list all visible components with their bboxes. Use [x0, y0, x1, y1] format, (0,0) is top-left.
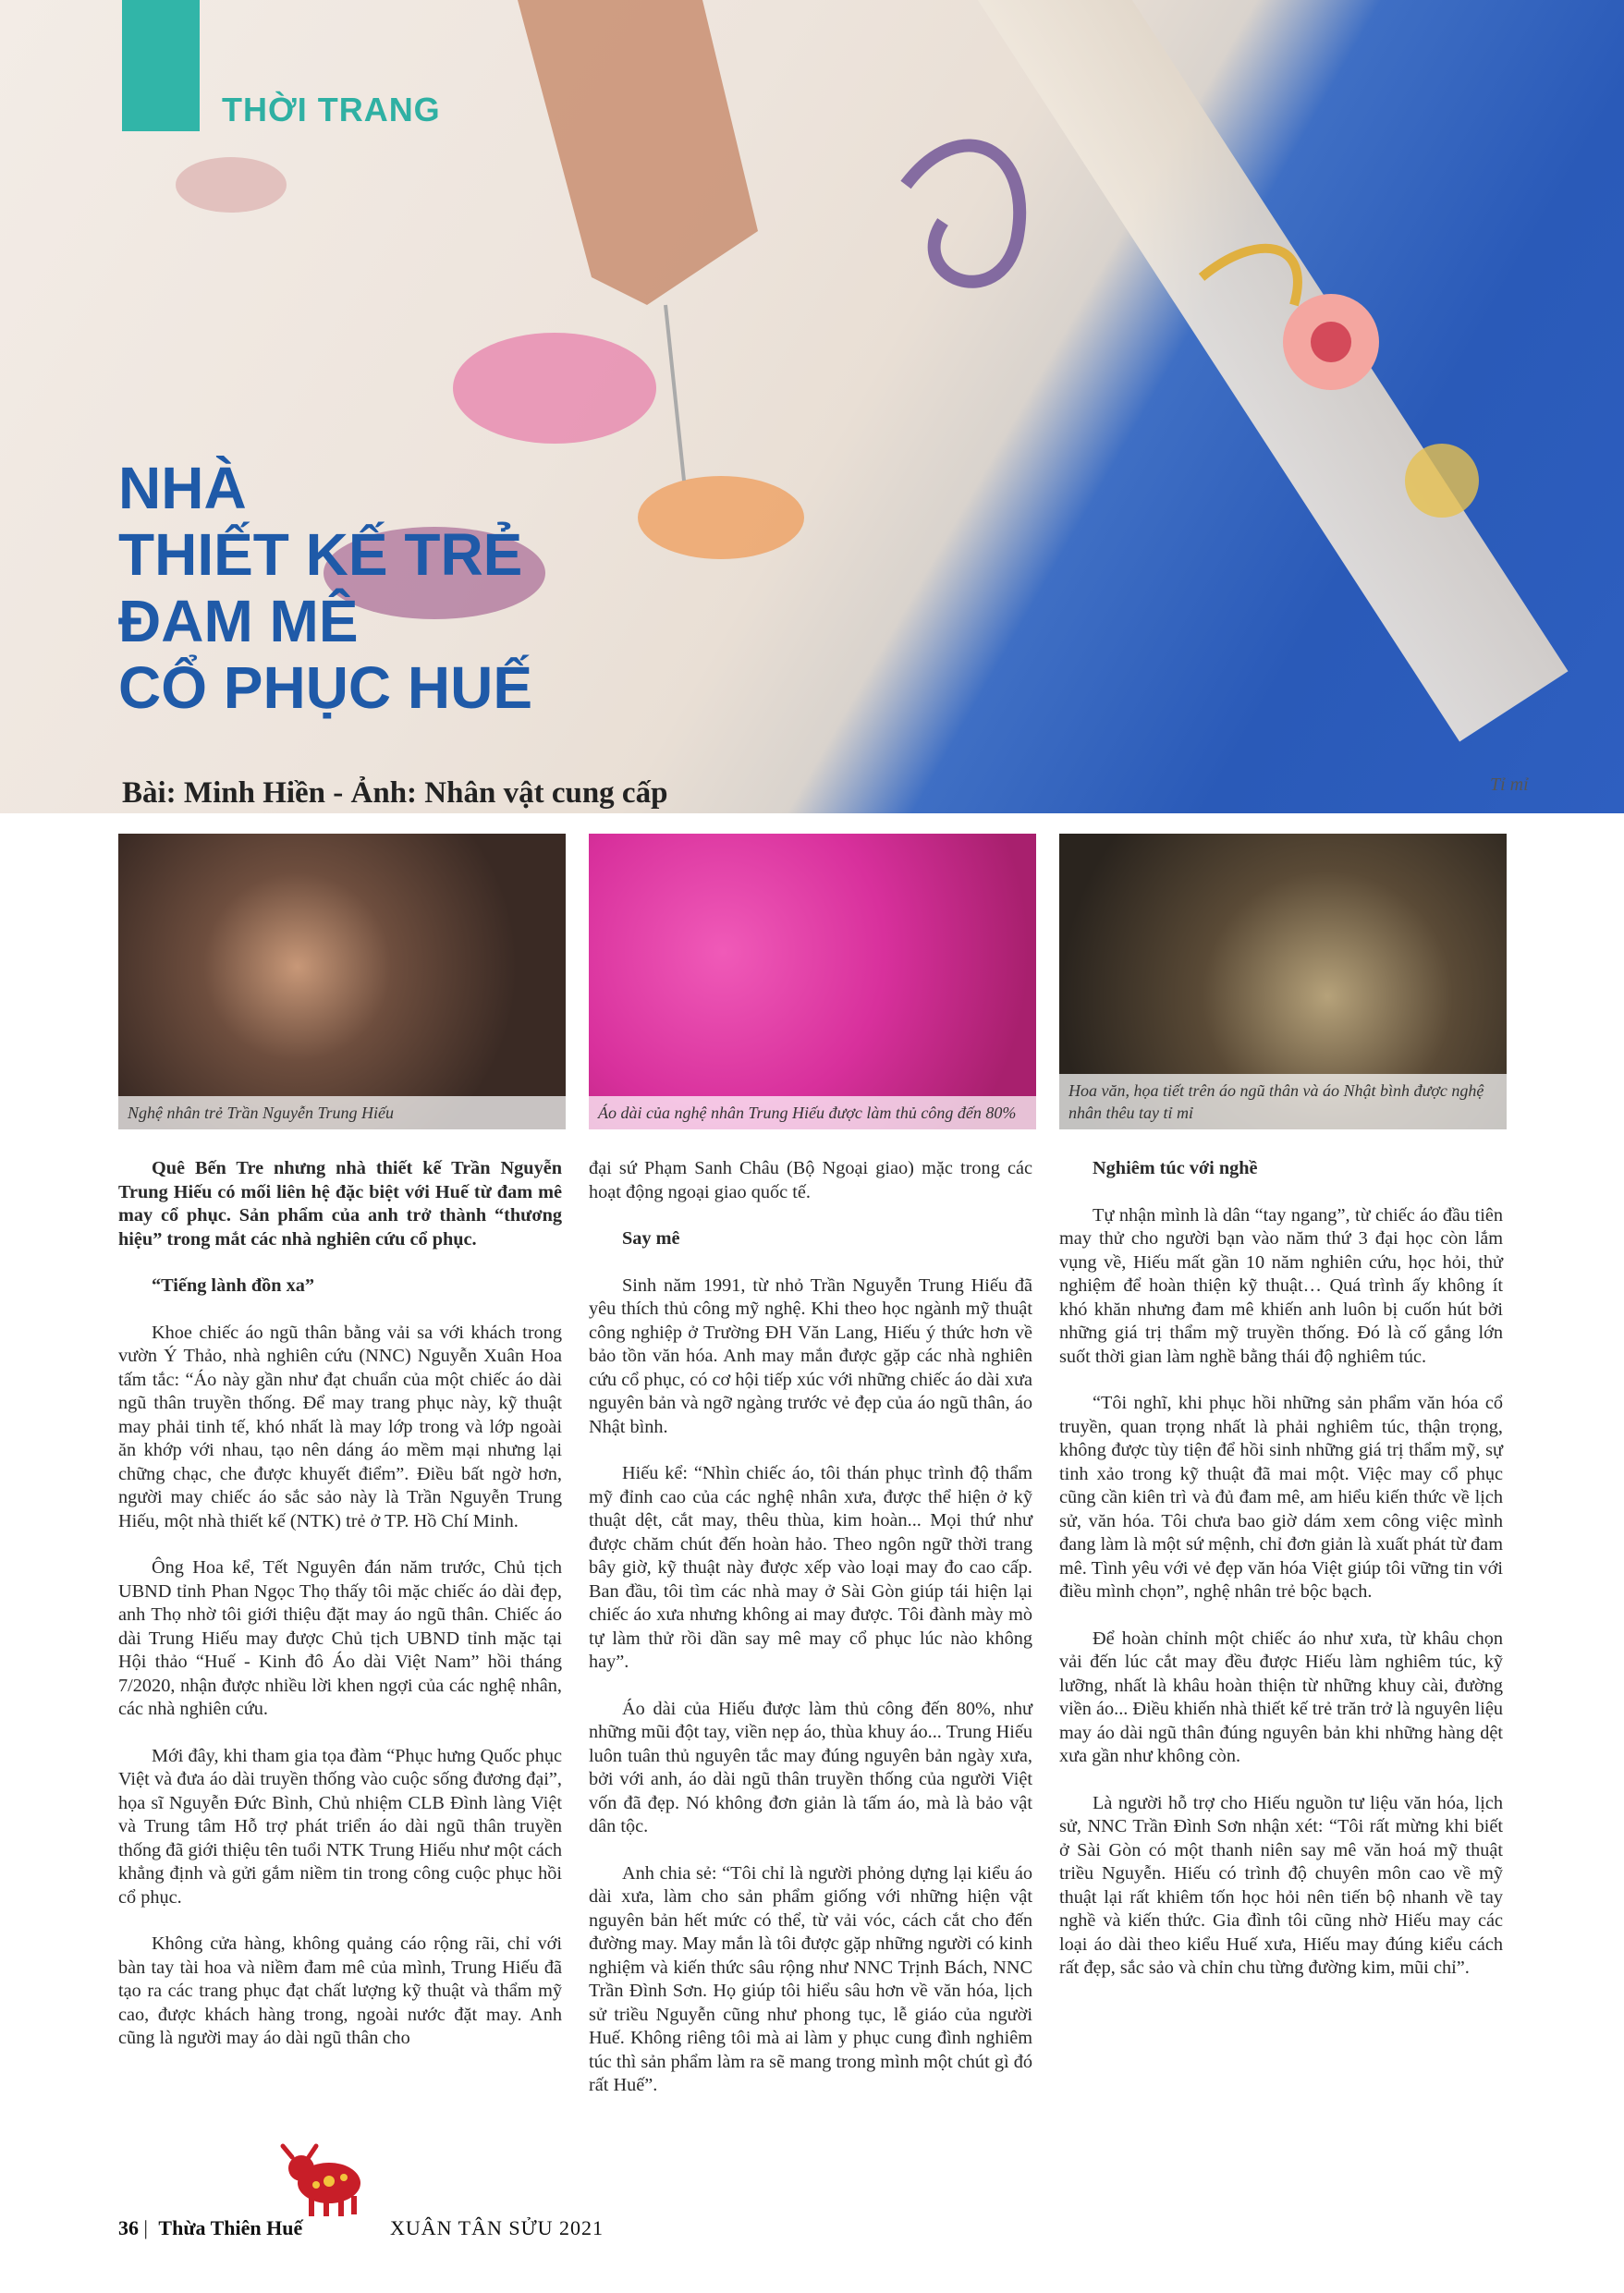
article-column-1 [118, 1157, 562, 2074]
title-line: ĐAM MÊ [118, 588, 359, 654]
photo-caption: Hoa văn, họa tiết trên áo ngũ thân và áo Nhật bình được nghệ nhân thêu tay tỉ mỉ [1059, 1074, 1507, 1129]
lead-paragraph: Quê Bến Tre nhưng nhà thiết kế Trần Nguyễn Trung Hiếu có mối liên hệ đặc biệt với Huế từ đam mê may cổ phục. Sản phẩm của anh trở thành “thương hiệu” trong mắt các nhà nghiên cứu cổ phục. [118, 1158, 562, 1250]
article-column-2 [589, 1157, 1032, 2121]
subheading: Say mê [622, 1228, 680, 1249]
paragraph: Mới đây, khi tham gia tọa đàm “Phục hưng Quốc phục Việt và đưa áo dài truyền thống vào cuộc sống đương đại”, họa sĩ Nguyễn Đức Bình, Chủ nhiệm CLB Đình làng Việt và Trung tâm Hỗ trợ phát triển áo dài ngũ thân truyền thống đã giới thiệu tên tuổi NTK Trung Hiếu như một cách khẳng định và gửi gắm niềm tin trong công cuộc phục hồi cổ phục. [118, 1745, 562, 1908]
ox-zodiac-icon [275, 2126, 377, 2227]
title-line: NHÀ [118, 455, 247, 521]
hero-caption: Tỉ mỉ [1490, 774, 1529, 795]
subheading: “Tiếng lành đồn xa” [152, 1275, 315, 1296]
photo-caption: Áo dài của nghệ nhân Trung Hiếu được làm thủ công đến 80% [589, 1096, 1036, 1129]
page-number: 36 [118, 2216, 139, 2239]
paragraph: Là người hỗ trợ cho Hiếu nguồn tư liệu văn hóa, lịch sử, NNC Trần Đình Sơn nhận xét: “Tôi rất mừng khi biết ở Sài Gòn có một thanh niên say mê văn hoá mỹ thuật triều Nguyễn. Hiếu có trình độ chuyên môn cao về mỹ thuật lại rất khiêm tốn học hỏi nên tiến bộ nhanh về tay nghề và kiến thức. Gia đình tôi cũng nhờ Hiếu may các loại áo dài theo kiểu Huế xưa, Hiếu may đúng kiểu cách rất đẹp, sắc sảo và chỉn chu từng đường kim, mũi chỉ”. [1059, 1792, 1503, 1978]
paragraph: Để hoàn chỉnh một chiếc áo như xưa, từ khâu chọn vải đến lúc cắt may đều được Hiếu làm nghiêm túc, kỹ lưỡng, nhất là khâu hoàn thiện từ những khuy cài, đường viền áo... Điều khiến nhà thiết kế trẻ trăn trở là nguyên liệu may áo dài ngũ thân đúng nguyên bản khi những hàng dệt xưa gần như không còn. [1059, 1628, 1503, 1766]
issue-label: XUÂN TÂN SỬU 2021 [390, 2216, 604, 2239]
title-line: THIẾT KẾ TRẺ [118, 521, 523, 588]
photo-ao-dai-sewing [589, 834, 1036, 1129]
paragraph: Không cửa hàng, không quảng cáo rộng rãi, chỉ với bàn tay tài hoa và niềm đam mê của mình, Trung Hiếu đã tạo ra các trang phục đạt chất lượng kỹ thuật và thẩm mỹ cao, được khách hàng trong, ngoài nước đặt may. Anh cũng là người may áo dài ngũ thân cho [118, 1933, 562, 2048]
photo-artisan [118, 834, 566, 1129]
paragraph: “Tôi nghĩ, khi phục hồi những sản phẩm văn hóa cổ truyền, quan trọng nhất là phải nghiêm túc, thận trọng, không được tùy tiện để hồi sinh những giá trị thẩm mỹ, sự tinh xảo trong kỹ thuật đã mai một. Việc may cổ phục cũng cần kiên trì và đủ đam mê, am hiểu kiến thức về lịch sử, văn hóa. Tôi chưa bao giờ dám xem công việc mình đang làm là một sứ mệnh, chỉ đơn giản là xuất phát từ đam mê. Tình yêu với vẻ đẹp văn hóa Việt giúp tôi vững tin với điều mình chọn”, nghệ nhân trẻ bộc bạch. [1059, 1393, 1503, 1602]
paragraph: đại sứ Phạm Sanh Châu (Bộ Ngoại giao) mặc trong các hoạt động ngoại giao quốc tế. [589, 1158, 1032, 1202]
paragraph: Anh chia sẻ: “Tôi chỉ là người phỏng dựng lại kiểu áo dài xưa, làm cho sản phẩm giống với những hiện vật nguyên bản hết mức có thể, từ vải vóc, cách cắt cho đến đường may. May mắn là tôi được gặp những người có kinh nghiệm và kiến thức sâu rộng như NNC Trịnh Bách, NNC Trần Đình Sơn. Họ giúp tôi hiểu sâu hơn về văn hóa, lịch sử triều Nguyễn cũng như phong tục, lễ giáo của người Huế. Không riêng tôi mà ai làm y phục cung đình nghiêm túc thì sản phẩm làm ra sẽ mang trong mình một chút gì đó rất Huế”. [589, 1862, 1032, 2095]
photo-caption: Nghệ nhân trẻ Trần Nguyễn Trung Hiếu [118, 1096, 566, 1129]
paragraph: Khoe chiếc áo ngũ thân bằng vải sa với khách trong vườn Ý Thảo, nhà nghiên cứu (NNC) Nguyễn Xuân Hoa tấm tắc: “Áo này gần như đạt chuẩn của một chiếc áo dài ngũ thân truyền thống. Để may trang phục này, kỹ thuật may phải tinh tế, khó nhất là may lớp trong và lớp ngoài ăn khớp với nhau, tạo nên dáng áo mềm mại nhưng lại chững chạc, che được khuyết điểm”. Điều bất ngờ hơn, người may chiếc áo sắc sảo này là Trần Nguyễn Trung Hiếu, một nhà thiết kế (NTK) trẻ ở TP. Hồ Chí Minh. [118, 1322, 562, 1531]
paragraph: Tự nhận mình là dân “tay ngang”, từ chiếc áo đầu tiên may thử cho người bạn vào năm thứ 3 đại học còn lắm vụng về, Hiếu mất gần 10 năm nghiên cứu, học hỏi, thử nghiệm để hoàn thiện kỹ thuật… Quá trình ấy không ít khó khăn nhưng đam mê khiến anh luôn bị cuốn hút bởi những giá trị thẩm mỹ truyền thống. Đó là cố gắng lớn suốt thời gian làm nghề bằng thái độ nghiêm túc. [1059, 1204, 1503, 1367]
paragraph: Hiếu kể: “Nhìn chiếc áo, tôi thán phục trình độ thẩm mỹ đỉnh cao của các nghệ nhân xưa, được thể hiện ở kỹ thuật dệt, cắt may, thêu thùa, kim hoàn... Mọi thứ như được chăm chút đến hoàn hảo. Theo ngôn ngữ thời trang bây giờ, kỹ thuật này được xếp vào loại may đo cao cấp. Ban đầu, tôi tìm các nhà may ở Sài Gòn giúp tái hiện lại chiếc áo xưa nhưng không ai may được. Tôi đành mày mò tự làm thử rồi dần say mê may cổ phục lúc nào không hay”. [589, 1463, 1032, 1672]
title-line: CỔ PHỤC HUẾ [118, 654, 533, 721]
paragraph: Áo dài của Hiếu được làm thủ công đến 80%, như những mũi đột tay, viền nẹp áo, thùa khuy áo... Trung Hiếu luôn tuân thủ nguyên tắc may đúng nguyên bản ngày xưa, bởi với anh, áo dài ngũ thân truyền thống của người Việt vốn đã đẹp. Nó không đơn giản là tấm áo, mà là bảo vật dân tộc. [589, 1698, 1032, 1836]
article-title [118, 455, 532, 721]
paragraph: Sinh năm 1991, từ nhỏ Trần Nguyễn Trung Hiếu đã yêu thích thủ công mỹ nghệ. Khi theo học ngành mỹ thuật công nghiệp ở Trường ĐH Văn Lang, Hiếu ý thức hơn về bảo tồn văn hóa. Anh may mắn được gặp các nhà nghiên cứu cổ phục, có cơ hội tiếp xúc với những chiếc áo dài xưa nguyên bản và ngỡ ngàng trước vẻ đẹp của áo ngũ thân, áo Nhật bình. [589, 1275, 1032, 1437]
article-column-3 [1059, 1157, 1503, 2004]
section-label: THỜI TRANG [222, 91, 441, 128]
paragraph: Ông Hoa kể, Tết Nguyên đán năm trước, Chủ tịch UBND tỉnh Phan Ngọc Thọ thấy tôi mặc chiếc áo dài đẹp, anh Thọ nhờ tôi giới thiệu đặt may áo ngũ thân. Chiếc áo dài Trung Hiếu may được Chủ tịch UBND tỉnh mặc tại Hội thảo “Huế - Kinh đô Áo dài Việt Nam” hồi tháng 7/2020, nhận được nhiều lời khen ngợi của các nghệ nhân, các nhà nghiên cứu. [118, 1557, 562, 1719]
byline: Bài: Minh Hiền - Ảnh: Nhân vật cung cấp [122, 776, 668, 810]
photo-embroidery [1059, 834, 1507, 1129]
subheading: Nghiêm túc với nghề [1093, 1158, 1258, 1178]
section-accent-bar [122, 0, 200, 131]
footer-separator: | [143, 2216, 148, 2239]
magazine-name: Thừa Thiên Huế [158, 2216, 303, 2239]
